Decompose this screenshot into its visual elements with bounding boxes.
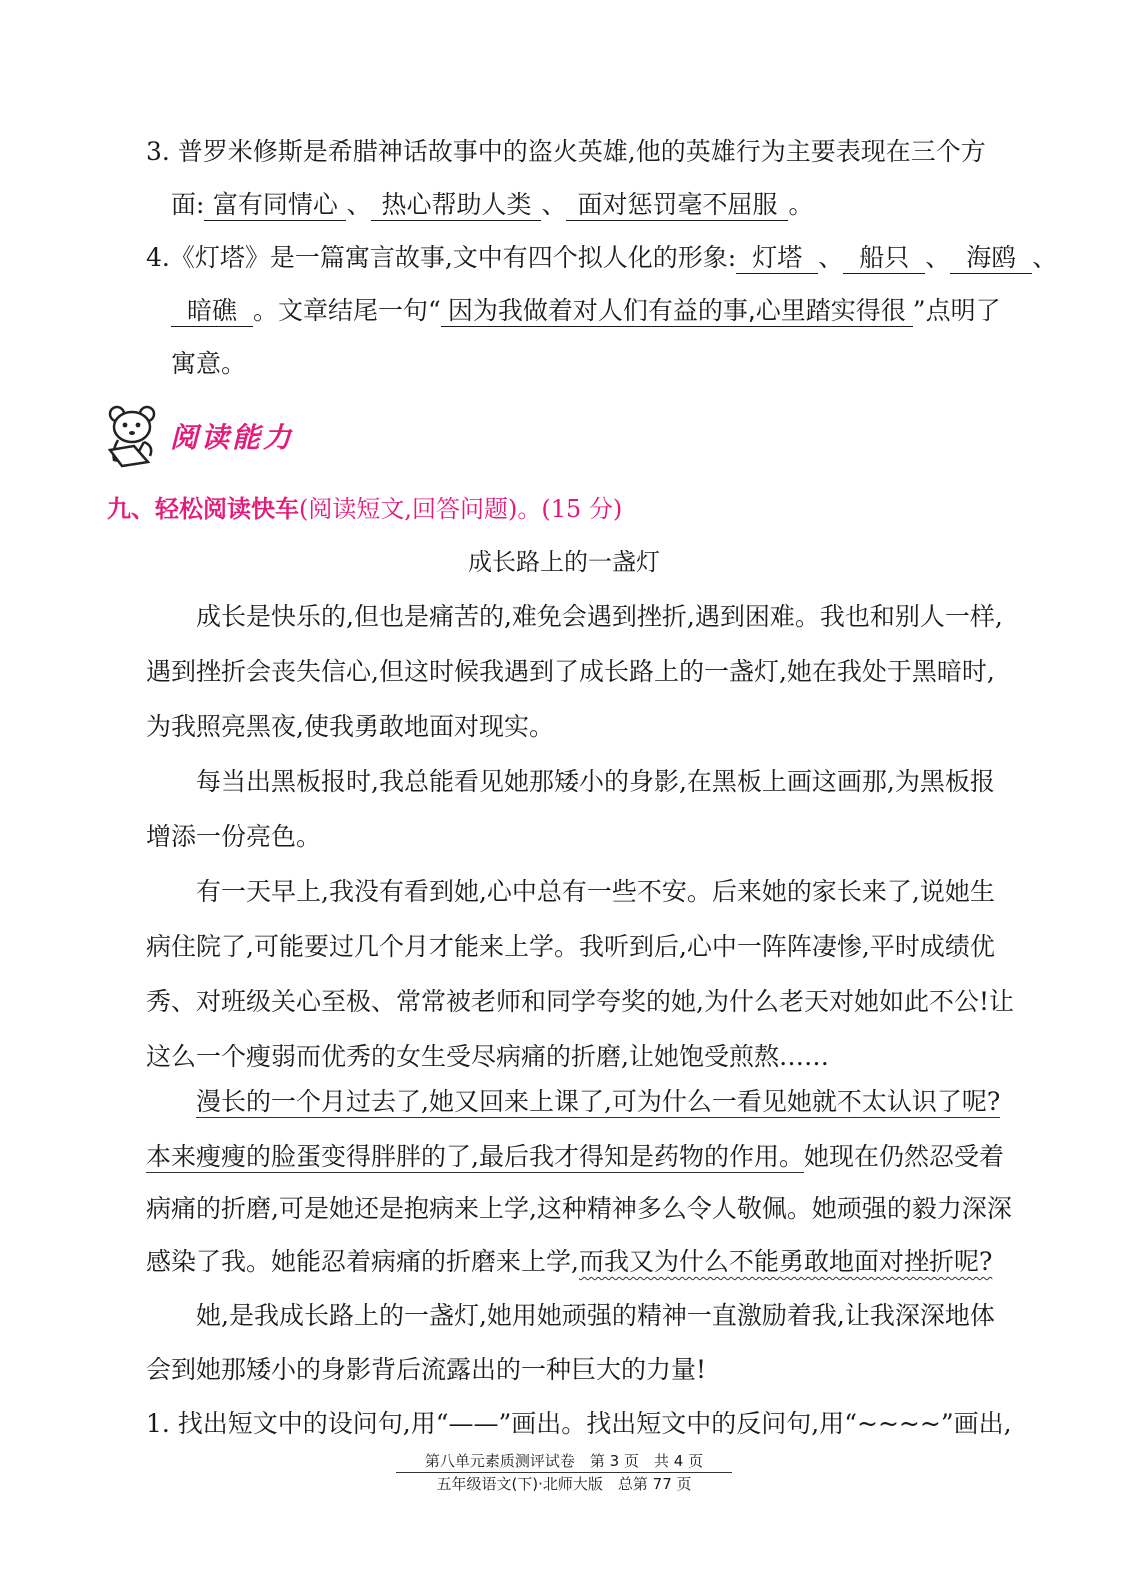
footer-line2: 五年级语文(下)·北师大版 总第 77 页 [436, 1475, 692, 1493]
underlined-sentence-2: 本来瘦瘦的脸蛋变得胖胖的了,最后我才得知是药物的作用。 [146, 1142, 804, 1171]
p4-line3: 病痛的折磨,可是她还是抱病来上学,这种精神多么令人敬佩。她顽强的毅力深深 [146, 1194, 1012, 1223]
wavy-underlined-sentence: 而我又为什么不能勇敢地面对挫折呢? [578, 1247, 993, 1276]
p1-line1: 成长是快乐的,但也是痛苦的,难免会遇到挫折,遇到困难。我也和别人一样, [196, 602, 1003, 631]
p5-line1: 她,是我成长路上的一盏灯,她用她顽强的精神一直激励着我,让我深深地体 [196, 1301, 995, 1330]
article-title: 成长路上的一盏灯 [468, 548, 660, 576]
q3-answer-2: 热心帮助人类 [371, 190, 541, 221]
section-heading-note: (阅读短文,回答问题)。(15 分) [299, 495, 623, 523]
p4-line4: 感染了我。她能忍着病痛的折磨来上学,而我又为什么不能勇敢地面对挫折呢? [146, 1247, 993, 1276]
p1-line3: 为我照亮黑夜,使我勇敢地面对现实。 [146, 712, 554, 741]
footer-rule [396, 1472, 732, 1473]
underlined-sentence-1: 漫长的一个月过去了,她又回来上课了,可为什么一看见她就不太认识了呢? [196, 1087, 1001, 1116]
q4-answer-1: 灯塔 [736, 243, 818, 274]
q4-line2: 暗礁 。文章结尾一句“ 因为我做着对人们有益的事,心里踏实得很 ”点明了 [171, 293, 1001, 329]
reading-section-badge [104, 402, 304, 468]
p3-line4: 这么一个瘦弱而优秀的女生受尽病痛的折磨,让她饱受煎熬…… [146, 1042, 829, 1071]
q4-answer-2: 船只 [843, 243, 925, 274]
section-heading-main: 九、轻松阅读快车 [107, 495, 299, 523]
bear-reading-icon [104, 402, 164, 468]
section-heading [107, 491, 622, 527]
p3-line1: 有一天早上,我没有看到她,心中总有一些不安。后来她的家长来了,说她生 [196, 877, 995, 906]
p4-line1 [196, 1084, 1000, 1120]
q3-answer-1: 富有同情心 [204, 190, 346, 221]
footer-line1: 第八单元素质测评试卷 第 3 页 共 4 页 [424, 1452, 704, 1470]
q3-line2: 面: 富有同情心 、 热心帮助人类 、 面对惩罚毫不屈服 。 [171, 190, 814, 219]
p4-line2: 本来瘦瘦的脸蛋变得胖胖的了,最后我才得知是药物的作用。她现在仍然忍受着 [146, 1142, 1004, 1171]
q4-line3: 寓意。 [171, 349, 247, 378]
p1-line2: 遇到挫折会丧失信心,但这时候我遇到了成长路上的一盏灯,她在我处于黑暗时, [146, 657, 995, 686]
p5-line2: 会到她那矮小的身影背后流露出的一种巨大的力量! [146, 1355, 707, 1384]
section-badge-title: 阅读能力 [170, 421, 295, 454]
q3-answer-3: 面对惩罚毫不屈服 [566, 190, 788, 221]
p2-line1: 每当出黑板报时,我总能看见她那矮小的身影,在黑板上画这画那,为黑板报 [196, 767, 995, 796]
p3-line2: 病住院了,可能要过几个月才能来上学。我听到后,心中一阵阵凄惨,平时成绩优 [146, 932, 995, 961]
p3-line3: 秀、对班级关心至极、常常被老师和同学夸奖的她,为什么老天对她如此不公!让 [146, 987, 1014, 1016]
question-1: 1. 找出短文中的设问句,用“——”画出。找出短文中的反问句,用“~~~~”画出, [146, 1409, 1012, 1438]
q4-line1: 4.《灯塔》是一篇寓言故事,文中有四个拟人化的形象: 灯塔 、 船只 、 海鸥 、 [146, 243, 1058, 272]
p2-line2: 增添一份亮色。 [146, 822, 322, 851]
q3-line1: 3. 普罗米修斯是希腊神话故事中的盗火英雄,他的英雄行为主要表现在三个方 [146, 137, 986, 166]
q4-answer-3: 海鸥 [950, 243, 1032, 274]
q4-quote-answer: 因为我做着对人们有益的事,心里踏实得很 [441, 296, 913, 327]
q4-answer-4: 暗礁 [171, 296, 253, 327]
